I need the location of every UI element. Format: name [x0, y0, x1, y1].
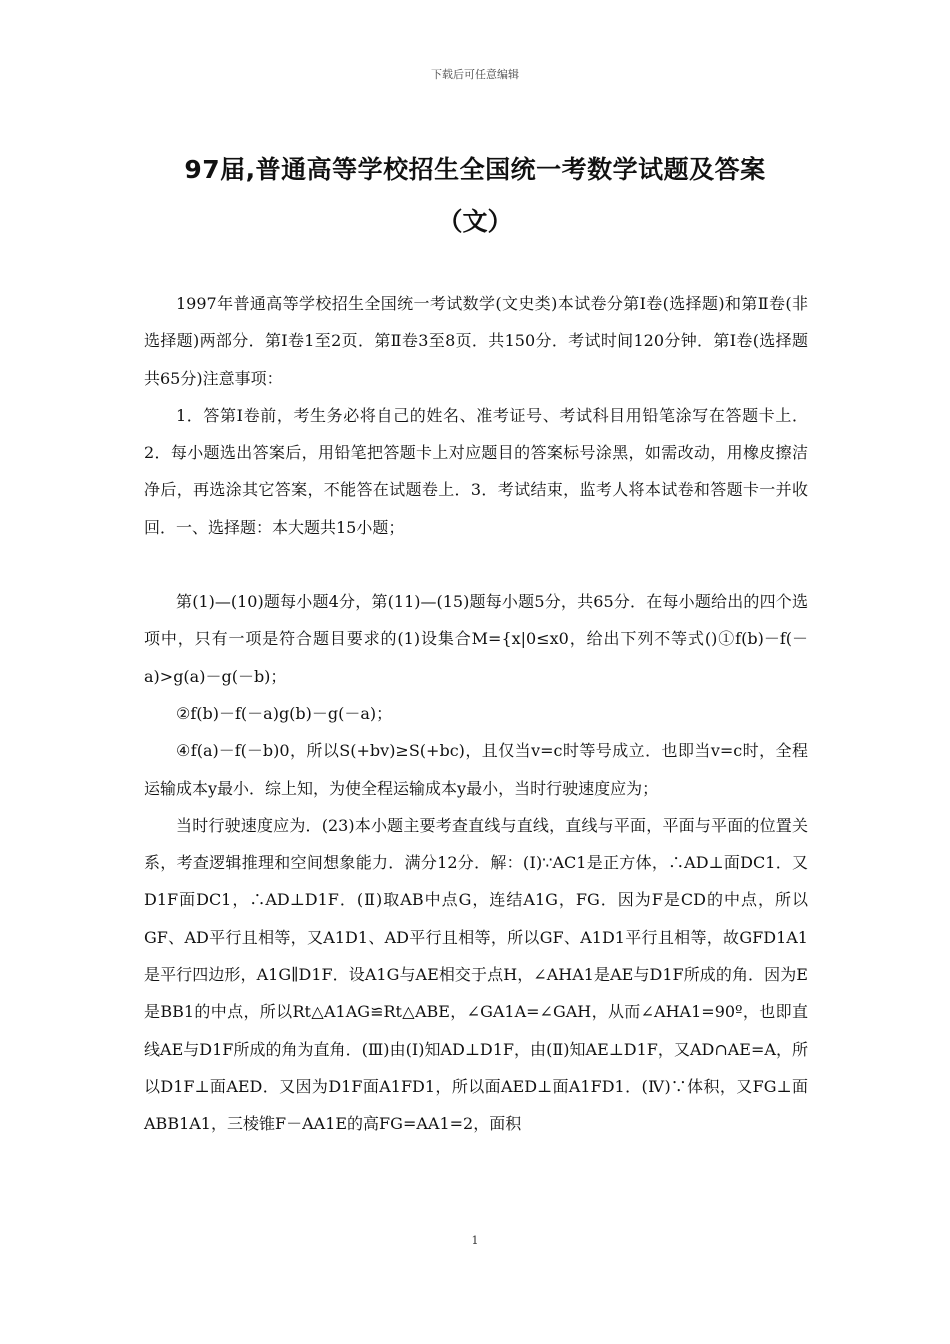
paragraph-intro: 1997年普通高等学校招生全国统一考试数学(文史类)本试卷分第Ⅰ卷(选择题)和第Ⅱ卷(非选择题)两部分．第Ⅰ卷1至2页．第Ⅱ卷3至8页．共150分．考试时间120分钟．第Ⅰ卷(选择题共65分)注意事项：	[144, 294, 808, 388]
paragraph-question-scoring: 第(1)—(10)题每小题4分，第(11)—(15)题每小题5分，共65分．在每小题给出的四个选项中，只有一项是符合题目要求的(1)设集合M={x|0≤x0，给出下列不等式()①f(b)－f(－a)>g(a)－g(－b)；	[144, 592, 808, 686]
paragraph-inequality: ②f(b)－f(－a)g(b)－g(－a)；	[176, 703, 393, 723]
paragraph-transport-cost: ④f(a)－f(－b)0，所以S(+bv)≥S(+bc)，且仅当v=c时等号成立．也即当v=c时，全程运输成本y最小．综上知，为使全程运输成本y最小，当时行驶速度应为；	[144, 741, 808, 798]
page-header: 下载后可任意编辑	[431, 68, 519, 81]
document-title: 97届,普通高等学校招生全国统一考数学试题及答案	[184, 155, 766, 184]
document-subtitle: （文）	[437, 207, 513, 236]
page-number: 1	[471, 1234, 479, 1247]
document-body	[144, 285, 808, 1143]
paragraph-instructions: 1．答第Ⅰ卷前，考生务必将自己的姓名、准考证号、考试科目用铅笔涂写在答题卡上．2．每小题选出答案后，用铅笔把答题卡上对应题目的答案标号涂黑，如需改动，用橡皮擦洁净后，再选涂其它答案，不能答在试题卷上．3．考试结束，监考人将本试卷和答题卡一并收回．一、选择题：本大题共15小题；	[144, 405, 808, 537]
paragraph-geometry-solution: 当时行驶速度应为．(23)本小题主要考查直线与直线，直线与平面，平面与平面的位置关系，考查逻辑推理和空间想象能力．满分12分．解：(Ⅰ)∵AC1是正方体，∴AD⊥面DC1．又D1F面DC1，∴AD⊥D1F．(Ⅱ)取AB中点G，连结A1G，FG．因为F是CD的中点，所以GF、AD平行且相等，又A1D1、AD平行且相等，所以GF、A1D1平行且相等，故GFD1A1是平行四边形，A1G∥D1F．设A1G与AE相交于点H，∠AHA1是AE与D1F所成的角．因为E是BB1的中点，所以Rt△A1AG≌Rt△ABE，∠GA1A=∠GAH，从而∠AHA1=90º，也即直线AE与D1F所成的角为直角．(Ⅲ)由(Ⅰ)知AD⊥D1F，由(Ⅱ)知AE⊥D1F，又AD∩AE=A，所以D1F⊥面AED．又因为D1F面A1FD1，所以面AED⊥面A1FD1．(Ⅳ)∵体积，又FG⊥面ABB1A1，三棱锥F－AA1E的高FG=AA1=2，面积	[144, 815, 808, 1134]
